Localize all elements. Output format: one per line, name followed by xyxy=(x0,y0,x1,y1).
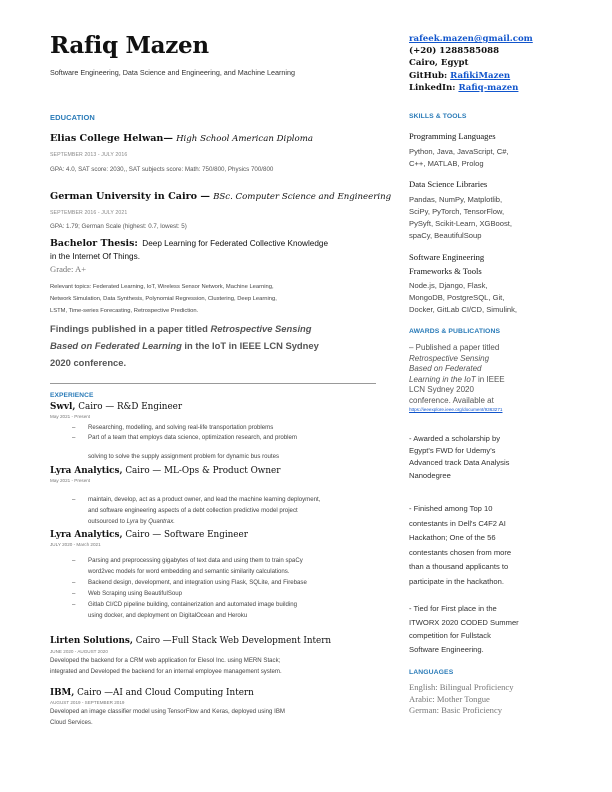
awards-heading: AWARDS & PUBLICATIONS xyxy=(409,328,501,335)
skills-block: Programming Languages Python, Java, JavaScript, C#, C++, MATLAB, Prolog Data Science Libraries Pandas, NumPy, Matplotlib, SciPy, PyTorch, TensorFlow, PySyft, Scikit-Learn, XGBoost, spaCy, BeautifulSoup Software Engineering Frameworks & Tools Node.js, Django, Flask, MongoDB, PostgreSQL, Git, Docker, GitLab CI/CD, Simulink, xyxy=(409,131,518,314)
award-publication: – Published a paper titled Retrospective Sensing Based on Federated Learning in the IoT in IEEE LCN Sydney 2020 conference. Available at https://ieeexplore.ieee.org/document/9363271 xyxy=(409,343,594,414)
list-item: Arabic: Mother Tongue xyxy=(409,693,490,704)
school1-title: Elias College Helwan— High School American Diploma xyxy=(50,133,313,144)
skills-heading: SKILLS & TOOLS xyxy=(409,113,467,120)
thesis-grade: Grade: A+ xyxy=(50,264,87,274)
list-item: – Part of a team that employs data science, optimization research, and problem xyxy=(88,433,428,443)
languages-list xyxy=(409,682,514,717)
school2-gpa: GPA: 1.79; German Scale (highest: 0.7, lowest: 5) xyxy=(50,223,187,230)
relevant-topics: Relevant topics: Federated Learning, IoT, Wireless Sensor Network, Machine Learning, Network Simulation, Data Synthesis, Polynomial Regression, Clustering, Deep Learning, LSTM, Time-series Forecasting, Retrospective Prediction. xyxy=(50,284,277,314)
github-label: GitHub: xyxy=(409,70,448,81)
job-lyra-mlops-dates: May 2021 - Present xyxy=(50,478,91,483)
award-itworx: - Tied for First place in the ITWORX 2020 CODED Summer competition for Fullstack Software Engineering. xyxy=(409,604,519,654)
award-hackathon: - Finished among Top 10 contestants in Dell's C4F2 AI Hackathon; One of the 56 contestants chosen from more than a thousand applicants to participate in the hackathon. xyxy=(409,504,512,586)
school2-title: German University in Cairo — BSc. Computer Science and Engineering xyxy=(50,191,392,202)
job-swvl-title: Swvl, Cairo — R&D Engineer xyxy=(50,402,183,412)
linkedin-link[interactable]: Rafiq-mazen xyxy=(458,82,519,93)
list-item: German: Basic Proficiency xyxy=(409,705,503,715)
email-link[interactable]: rafeek.mazen@gmail.com xyxy=(409,34,533,44)
publication-link[interactable]: https://ieeexplore.ieee.org/document/9363271 xyxy=(409,407,503,412)
school2-dates: SEPTEMBER 2016 - JULY 2021 xyxy=(50,210,128,216)
job-lyra-mlops-bullet: – maintain, develop, act as a product owner, and lead the machine learning deployment, and software engineering aspects of a debt collection predictive model project outsourced to Lyra by Quantrax. xyxy=(72,496,321,525)
name-title: Rafiq Mazen xyxy=(50,32,209,59)
experience-heading: EXPERIENCE xyxy=(50,392,94,399)
phone: (+20) 1288585088 xyxy=(409,46,500,57)
job-ibm-desc: Developed an image classifier model using TensorFlow and Keras, deployed using IBM Cloud Services. xyxy=(50,708,285,726)
job-lyra-swe-bullets: – Parsing and preprocessing gigabytes of text data and using them to train spaCy word2vec models for word embedding and semantic similarity calculations. – Backend design, development, and integration using Flask, SQLite, and Firebase – Web Scraping using BeautifulSoup – Gitlab CI/CD pipeline building, containerization and automated image building using docker, and deployment on DigitalOcean and Heroku xyxy=(72,557,307,619)
languages-heading: LANGUAGES xyxy=(409,669,454,676)
job-ibm-title: IBM, Cairo —AI and Cloud Computing Intern xyxy=(50,688,254,698)
github-link[interactable]: RafikiMazen xyxy=(450,70,511,81)
linkedin-label: LinkedIn: xyxy=(409,82,456,93)
tagline: Software Engineering, Data Science and Engineering, and Machine Learning xyxy=(50,68,295,77)
location: Cairo, Egypt xyxy=(409,58,469,69)
job-lirten-desc: Developed the backend for a CRM web application for Elesol Inc. using MERN Stack; integrated and Developed the backend for an internal employee management system. xyxy=(50,657,282,675)
job-lyra-swe-title: Lyra Analytics, Cairo — Software Engineer xyxy=(50,530,248,540)
divider xyxy=(50,383,376,384)
award-scholarship: - Awarded a scholarship by Egypt's FWD for Udemy's Advanced track Data Analysis Nanodegree xyxy=(409,434,510,480)
job-swvl-dates: May 2021 - Present xyxy=(50,414,91,419)
list-item: – Researching, modelling, and solving real-life transportation problems xyxy=(88,423,428,433)
thesis: Bachelor Thesis: Deep Learning for Federated Collective Knowledge in the Internet Of Things. xyxy=(50,238,328,261)
job-swvl-bullets xyxy=(50,423,428,443)
school1-gpa: GPA: 4.0, SAT score: 2030,, SAT subjects score: Math: 750/800, Physics 700/800 xyxy=(50,166,274,173)
job-lirten-title: Lirten Solutions, Cairo —Full Stack Web Development Intern xyxy=(50,636,332,646)
job-lyra-swe-dates: JULY 2020 - March 2021 xyxy=(50,542,101,547)
job-swvl-bullet-cont: solving to solve the supply assignment problem for dynamic bus routes xyxy=(88,453,280,460)
job-lirten-dates: JUNE 2020 - AUGUST 2020 xyxy=(50,649,108,654)
education-heading: EDUCATION xyxy=(50,113,95,122)
findings: Findings published in a paper titled Retrospective Sensing Based on Federated Learning in the IoT in IEEE LCN Sydney 2020 conference. xyxy=(50,323,319,368)
job-lyra-mlops-title: Lyra Analytics, Cairo — ML-Ops & Product Owner xyxy=(50,466,281,476)
contact-block xyxy=(409,33,533,94)
job-ibm-dates: AUGUST 2019 - SEPTEMBER 2019 xyxy=(50,700,125,705)
list-item: English: Bilingual Proficiency xyxy=(409,682,514,692)
school1-dates: SEPTEMBER 2013 - JULY 2016 xyxy=(50,152,128,158)
